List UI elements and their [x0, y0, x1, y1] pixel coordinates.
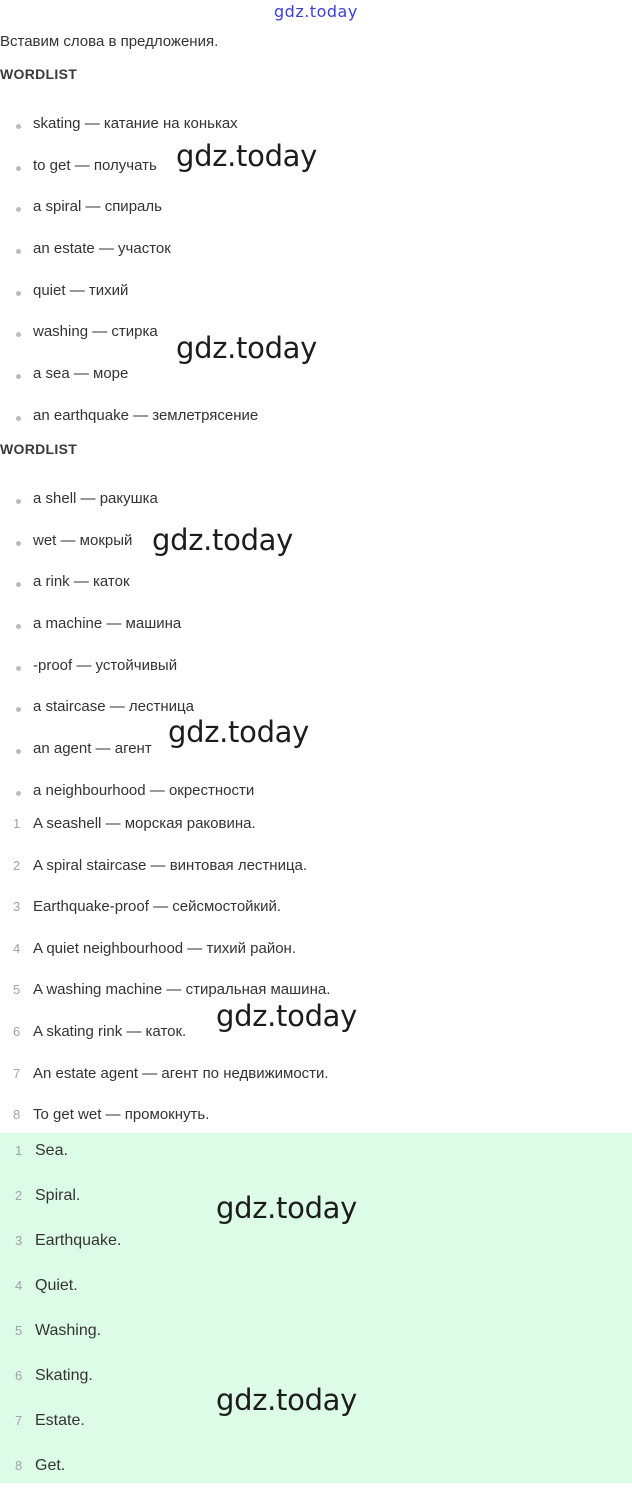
answer-text: Washing.	[35, 1322, 102, 1339]
item-number: 8	[15, 1458, 23, 1473]
site-logo[interactable]: gdz.today	[274, 2, 358, 21]
phrase-text: An estate agent — агент по недвижимости.	[33, 1064, 329, 1082]
watermark: gdz.today	[176, 331, 318, 365]
list-item-text: skating — катание на коньках	[33, 115, 238, 132]
answers-block	[0, 1133, 632, 1483]
list-item-text: a rink — каток	[33, 573, 130, 591]
list-item-text: an earthquake — землетрясение	[33, 406, 259, 424]
item-number: 4	[13, 940, 21, 956]
list-item-text: wet — мокрый	[33, 531, 133, 549]
bullet-icon	[16, 582, 21, 587]
answer-text: Spiral.	[35, 1187, 81, 1204]
item-number: 6	[13, 1023, 21, 1039]
bullet-icon	[16, 416, 21, 421]
answer-text: Earthquake.	[35, 1232, 122, 1249]
phrase-text: Earthquake-proof — сейсмостойкий.	[33, 898, 282, 916]
answer-text: Estate.	[35, 1412, 85, 1429]
item-number: 5	[13, 982, 21, 998]
bullet-icon	[16, 749, 21, 754]
bullet-icon	[16, 791, 21, 796]
list-item-text: an agent — агент	[33, 740, 152, 758]
item-number: 2	[15, 1188, 23, 1203]
watermark: gdz.today	[168, 715, 310, 749]
phrase-text: To get wet — промокнуть.	[33, 1106, 210, 1124]
item-number: 8	[13, 1107, 21, 1123]
bullet-icon	[16, 291, 21, 296]
bullet-icon	[16, 249, 21, 254]
list-item-text: quiet — тихий	[33, 281, 129, 299]
bullet-icon	[16, 499, 21, 504]
item-number: 7	[13, 1065, 21, 1081]
bullet-icon	[16, 666, 21, 671]
phrase-text: A quiet neighbourhood — тихий район.	[33, 939, 296, 957]
item-number: 5	[15, 1323, 23, 1338]
list-item-text: a sea — море	[33, 365, 129, 383]
list-item-text: a shell — ракушка	[33, 490, 158, 507]
intro-text: Вставим слова в предложения.	[0, 33, 219, 50]
item-number: 1	[13, 816, 21, 831]
watermark: gdz.today	[152, 523, 294, 557]
watermark: gdz.today	[216, 999, 358, 1033]
list-item-text: -proof — устойчивый	[33, 656, 178, 674]
bullet-icon	[16, 124, 21, 129]
list-item-text: to get — получать	[33, 156, 157, 174]
list-item-text: an estate — участок	[33, 240, 171, 258]
bullet-icon	[16, 541, 21, 546]
wordlist-heading-1: WORDLIST	[0, 66, 78, 82]
bullet-icon	[16, 166, 21, 171]
watermark: gdz.today	[216, 1383, 358, 1417]
list-item-text: a staircase — лестница	[33, 698, 194, 716]
answer-text: Get.	[35, 1457, 66, 1474]
item-number: 2	[13, 857, 21, 873]
bullet-icon	[16, 624, 21, 629]
item-number: 4	[15, 1278, 23, 1293]
phrase-text: A skating rink — каток.	[33, 1022, 187, 1040]
phrase-text: A washing machine — стиральная машина.	[33, 981, 331, 999]
list-item-text: washing — стирка	[33, 323, 158, 341]
bullet-icon	[16, 374, 21, 379]
list-item-text: a spiral — спираль	[33, 198, 162, 216]
bullet-icon	[16, 707, 21, 712]
item-number: 6	[15, 1368, 23, 1383]
answer-text: Quiet.	[35, 1277, 78, 1294]
answer-text: Sea.	[35, 1142, 68, 1159]
item-number: 7	[15, 1413, 23, 1428]
list-item-text: a machine — машина	[33, 615, 182, 633]
answer-text: Skating.	[35, 1367, 93, 1384]
watermark: gdz.today	[176, 139, 318, 173]
list-item-text: a neighbourhood — окрестности	[33, 781, 255, 799]
item-number: 3	[13, 899, 21, 915]
watermark: gdz.today	[216, 1191, 358, 1225]
wordlist-heading-2: WORDLIST	[0, 441, 78, 457]
phrase-text: A spiral staircase — винтовая лестница.	[33, 856, 308, 874]
phrase-text: A seashell — морская раковина.	[33, 815, 256, 832]
bullet-icon	[16, 207, 21, 212]
item-number: 3	[15, 1233, 23, 1248]
item-number: 1	[15, 1143, 23, 1158]
bullet-icon	[16, 332, 21, 337]
